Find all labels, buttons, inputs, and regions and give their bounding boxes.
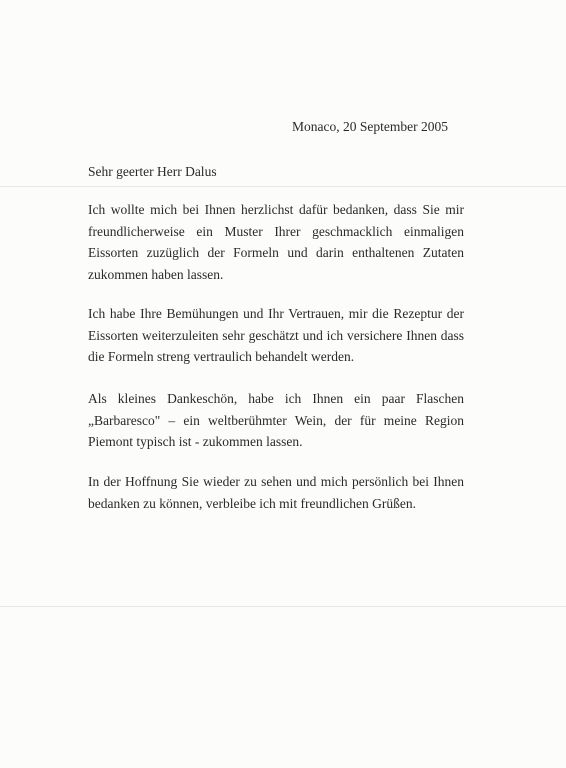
letter-paragraph-3: Als kleines Dankeschön, habe ich Ihnen ein paar Flaschen „Barbaresco" – ein weltberühmter Wein, der für meine Region Piemont typisch ist - zukommen lassen. [88, 391, 464, 449]
letter-paragraph-2: Ich habe Ihre Bemühungen und Ihr Vertrauen, mir die Rezeptur der Eissorten weiterzuleiten sehr geschätzt und ich versichere Ihnen dass die Formeln streng vertraulich behandelt werden. [88, 306, 464, 364]
scan-artifact-line [0, 186, 566, 187]
letter-date: Monaco, 20 September 2005 [292, 119, 448, 134]
letter-salutation: Sehr geerter Herr Dalus [88, 164, 217, 179]
letter-paragraph-4: In der Hoffnung Sie wieder zu sehen und mich persönlich bei Ihnen bedanken zu können, verbleibe ich mit freundlichen Grüßen. [88, 474, 464, 511]
scan-artifact-line [0, 606, 566, 607]
letter-paragraph-1: Ich wollte mich bei Ihnen herzlichst dafür bedanken, dass Sie mir freundlicherweise ein Muster Ihrer geschmacklich einmaligen Eissorten zuzüglich der Formeln und darin enthaltenen Zutaten zukommen haben lassen. [88, 202, 464, 282]
